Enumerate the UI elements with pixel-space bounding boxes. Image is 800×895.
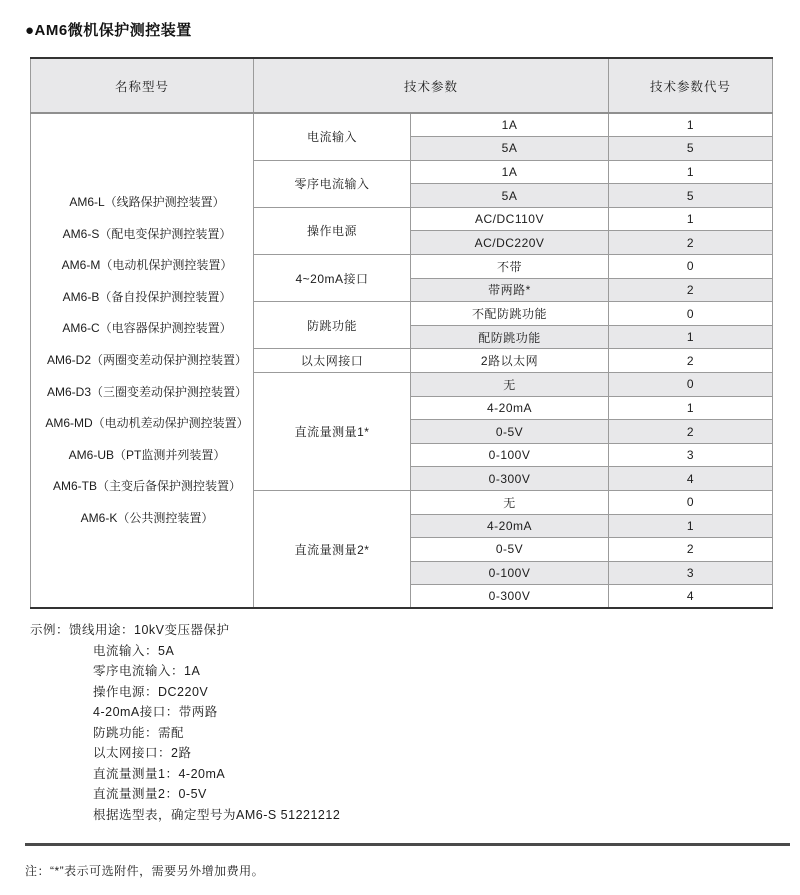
example-label: 示例： [30,623,70,637]
model-item: AM6-MD（电动机差动保护测控装置） [45,416,249,431]
param-code: 0 [609,491,773,515]
param-code: 5 [609,137,773,161]
model-item: AM6-M（电动机保护测控装置） [61,258,233,273]
param-group-name: 以太网接口 [254,349,411,373]
example-line: 直流量测量2：0-5V [93,787,207,801]
param-group-name: 电流输入 [254,113,411,160]
example-line: 4-20mA接口：带两路 [93,705,218,719]
header-name-model: 名称型号 [31,58,254,113]
example-line: 以太网接口：2路 [93,746,192,760]
param-value: 0-300V [411,585,609,609]
param-code: 2 [609,349,773,373]
param-code: 2 [609,538,773,562]
param-code: 4 [609,585,773,609]
param-group-name: 防跳功能 [254,302,411,349]
param-value: 5A [411,137,609,161]
param-value: AC/DC220V [411,231,609,255]
model-item: AM6-D2（两圈变差动保护测控装置） [46,352,247,367]
example-section [30,620,340,825]
example-line: 操作电源：DC220V [93,684,209,699]
param-code: 5 [609,184,773,208]
param-value: 2路以太网 [411,349,609,373]
param-group-name: 直流量测量2* [254,491,411,609]
example-line: 根据选型表，确定型号为AM6-S 51221212 [93,807,341,822]
model-item: AM6-TB（主变后备保护测控装置） [52,479,241,494]
param-code: 0 [609,302,773,326]
footnote: 注：“*”表示可选附件，需要另外增加费用。 [25,864,265,878]
header-tech-params: 技术参数 [254,58,609,113]
example-line: 直流量测量1：4-20mA [93,766,226,781]
param-group-name: 4~20mA接口 [254,255,411,302]
param-value: 1A [411,160,609,184]
model-item: AM6-K（公共测控装置） [80,510,214,525]
param-code: 0 [609,255,773,279]
param-value: 5A [411,184,609,208]
page-title: ●AM6微机保护测控装置 [25,22,192,39]
param-value: 0-5V [411,420,609,444]
param-code: 2 [609,231,773,255]
model-item: AM6-C（电容器保护测控装置） [62,321,232,336]
param-code: 1 [609,396,773,420]
table-row [31,113,773,137]
param-value: 0-5V [411,538,609,562]
param-code: 3 [609,443,773,467]
header-tech-param-code: 技术参数代号 [609,58,773,113]
model-item: AM6-B（备自投保护测控装置） [62,289,232,304]
note-divider [25,843,790,846]
param-value: 不配防跳功能 [411,302,609,326]
example-usage: 馈线用途：10kV变压器保护 [69,623,230,637]
selection-table [30,57,773,609]
param-value: 0-100V [411,561,609,585]
example-line: 电流输入：5A [93,643,175,658]
example-first-line [30,620,340,641]
param-code: 4 [609,467,773,491]
param-value: 不带 [411,255,609,279]
param-code: 1 [609,160,773,184]
param-code: 0 [609,373,773,397]
param-code: 3 [609,561,773,585]
model-item: AM6-D3（三圈变差动保护测控装置） [46,384,247,399]
param-value: 无 [411,491,609,515]
param-code: 1 [609,514,773,538]
param-value: 4-20mA [411,514,609,538]
model-item: AM6-UB（PT监测并列装置） [68,447,226,462]
model-item: AM6-L（线路保护测控装置） [69,194,225,209]
param-group-name: 直流量测量1* [254,373,411,491]
models-list-cell [31,113,254,608]
param-value: 配防跳功能 [411,325,609,349]
param-value: 无 [411,373,609,397]
param-value: 带两路* [411,278,609,302]
model-item: AM6-S（配电变保护测控装置） [62,226,232,241]
table-header-row [31,58,773,113]
param-code: 2 [609,278,773,302]
param-value: 0-100V [411,443,609,467]
example-line: 零序电流输入：1A [93,664,201,678]
param-group-name: 操作电源 [254,207,411,254]
param-value: 1A [411,113,609,137]
param-code: 1 [609,113,773,137]
param-code: 1 [609,207,773,231]
param-value: 4-20mA [411,396,609,420]
param-code: 2 [609,420,773,444]
example-line: 防跳功能：需配 [93,725,185,740]
param-code: 1 [609,325,773,349]
param-value: 0-300V [411,467,609,491]
param-value: AC/DC110V [411,207,609,231]
param-group-name: 零序电流输入 [254,160,411,207]
